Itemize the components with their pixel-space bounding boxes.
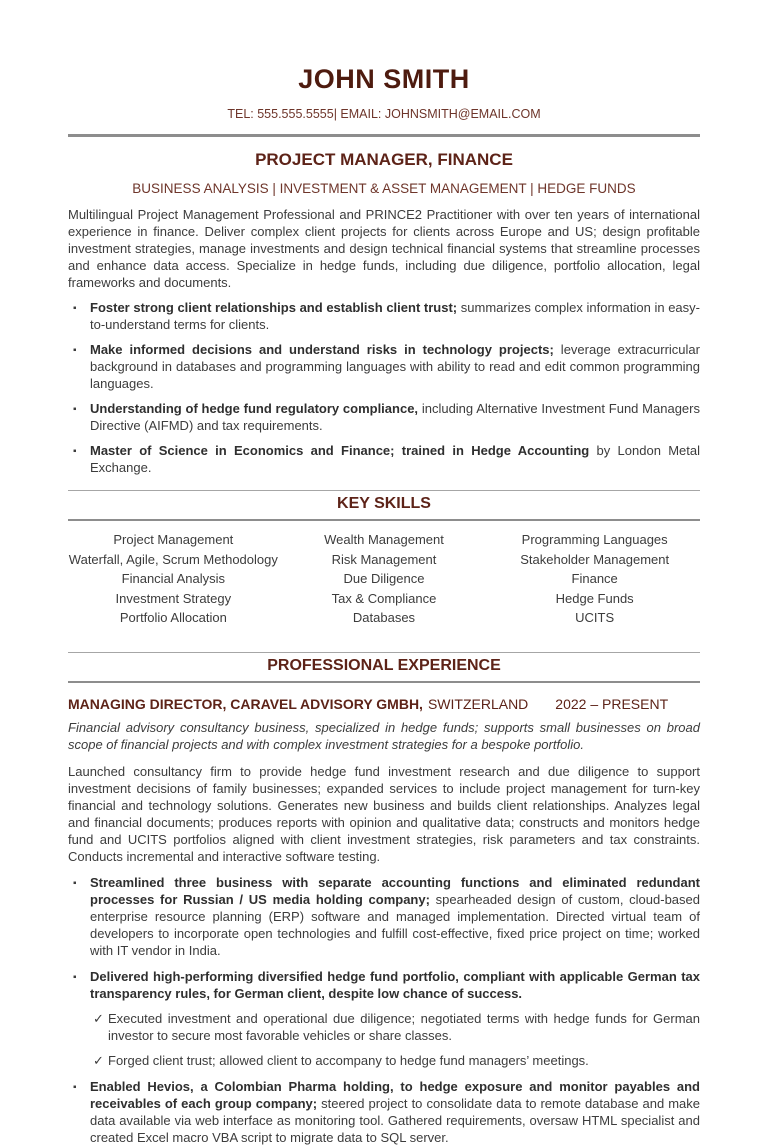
skill-item: Investment Strategy xyxy=(115,590,232,606)
skill-item: Due Diligence xyxy=(343,571,425,586)
specialties-line: BUSINESS ANALYSIS | INVESTMENT & ASSET MANAGEMENT | HEDGE FUNDS xyxy=(132,181,636,196)
square-bullet-icon: ▪ xyxy=(73,446,77,457)
bullet-body-text: spearheaded design of custom, cloud-based enterprise resource planning (ERP) software and managed implementation. Directed virtual team of developers to incorporate open technologies and fulfill cost-effective, fixed price project on time; worked with IT vendor in India. xyxy=(90,891,700,958)
skill-item: Risk Management xyxy=(331,551,437,567)
skills-column-3 xyxy=(489,530,700,628)
key-skills-heading-bar xyxy=(68,490,700,521)
bullet-body-text: including Alternative Investment Fund Managers Directive (AIFMD) and tax requirements. xyxy=(90,401,700,433)
skills-column-1 xyxy=(68,530,279,628)
experience-bullet xyxy=(68,1078,700,1146)
job-title: MANAGING DIRECTOR, CARAVEL ADVISORY GMBH, xyxy=(68,695,423,712)
skill-item: Portfolio Allocation xyxy=(119,610,227,625)
bullet-bold-lead: Make informed decisions and understand risks in technology projects; xyxy=(90,342,554,357)
experience-bullet-list xyxy=(68,874,700,1146)
check-bullet-text: Forged client trust; allowed client to accompany to hedge fund managers’ meetings. xyxy=(108,1052,589,1068)
check-icon: ✓ xyxy=(93,1052,104,1068)
summary-paragraph: Multilingual Project Management Professional and PRINCE2 Practitioner with over ten years of international experience in finance. Deliver complex client projects for clients across Europe and US; design profitable investment strategies, manage investments and design technical financial systems that streamline processes and enhance data access. Specialize in hedge funds, including due diligence, portfolio allocation, legal frameworks and documents. xyxy=(68,207,700,290)
candidate-name: JOHN SMITH xyxy=(298,64,470,94)
bullet-bold-lead: Understanding of hedge fund regulatory compliance, xyxy=(90,401,419,416)
company-description: Financial advisory consultancy business, specialized in hedge funds; supports small businesses on broad scope of financial projects and with complex investment strategies for a bespoke portfolio. xyxy=(68,719,700,752)
summary-bullet xyxy=(68,299,700,333)
bullet-bold-lead: Streamlined three business with separate accounting functions and eliminated redundant processes for Russian / US media holding company; xyxy=(90,874,700,907)
job-overview-paragraph: Launched consultancy firm to provide hedge fund investment research and due diligence to support investment decisions of family businesses; expanded services to include project management for turn-key financial and technology solutions. Generates new business and builds client relationships. Analyzes legal and financial documents; produces reports with opinion and qualitative data; constructs and monitors hedge fund and UCITS portfolios aligned with client investment strategies, risk parameters and tax constraints. Conducts incremental and interactive software testing. xyxy=(68,763,700,864)
bullet-bold-lead: Master of Science in Economics and Finance; trained in Hedge Accounting xyxy=(90,443,590,458)
contact-line: TEL: 555.555.5555| EMAIL: JOHNSMITH@EMAIL.COM xyxy=(227,107,541,121)
square-bullet-icon: ▪ xyxy=(73,404,77,415)
skill-item: Project Management xyxy=(113,532,234,547)
summary-bullet xyxy=(68,400,700,434)
summary-bullet xyxy=(68,341,700,392)
square-bullet-icon: ▪ xyxy=(73,971,77,983)
skill-item: Financial Analysis xyxy=(121,571,225,586)
bullet-body-text: steered project to consolidate data to remote database and make data available via web interface as monitoring tool. Gathered requirements, oversaw HTML specialist and created Excel macro VBA script to migrate data to SQL server. xyxy=(90,1095,700,1145)
bullet-body-text: summarizes complex information in easy-to-understand terms for clients. xyxy=(90,300,700,332)
skill-item: Hedge Funds xyxy=(555,590,634,606)
skill-item: Finance xyxy=(571,571,618,586)
square-bullet-icon: ▪ xyxy=(73,1081,77,1093)
job-location: SWITZERLAND xyxy=(427,695,529,712)
job-dates: 2022 – PRESENT xyxy=(555,695,669,712)
experience-heading: PROFESSIONAL EXPERIENCE xyxy=(267,656,501,674)
bullet-bold-lead: Enabled Hevios, a Colombian Pharma holding, to hedge exposure and monitor payables and receivables of each group company; xyxy=(90,1078,700,1111)
skill-item: Databases xyxy=(352,610,416,625)
check-bullet-text: Executed investment and operational due diligence; negotiated terms with hedge funds for German investor to secure most favorable vehicles or share classes. xyxy=(108,1010,700,1043)
skill-item: Tax & Compliance xyxy=(331,590,437,606)
bullet-bold-lead: Foster strong client relationships and establish client trust; xyxy=(90,300,458,315)
skill-item: UCITS xyxy=(575,610,615,625)
experience-check-bullet xyxy=(68,1010,700,1044)
experience-bullet xyxy=(68,968,700,1002)
check-icon: ✓ xyxy=(93,1010,104,1026)
summary-bullet-list xyxy=(68,299,700,476)
role-title: PROJECT MANAGER, FINANCE xyxy=(255,150,513,169)
skill-item: Wealth Management xyxy=(324,532,444,547)
experience-heading-bar xyxy=(68,652,700,683)
square-bullet-icon: ▪ xyxy=(73,877,77,889)
bullet-body-text: by London Metal Exchange. xyxy=(90,443,700,475)
experience-check-bullet xyxy=(68,1052,700,1069)
bullet-bold-lead: Delivered high-performing diversified hedge fund portfolio, compliant with applicable German tax transparency rules, for German client, despite low chance of success. xyxy=(90,968,700,1001)
summary-bullet xyxy=(68,442,700,476)
skills-column-2 xyxy=(279,530,490,628)
skill-item: Waterfall, Agile, Scrum Methodology xyxy=(68,551,278,567)
key-skills-heading: KEY SKILLS xyxy=(337,495,431,512)
header-divider xyxy=(68,134,700,137)
square-bullet-icon: ▪ xyxy=(73,345,77,356)
skill-item: Stakeholder Management xyxy=(520,551,670,567)
job-header xyxy=(68,696,700,712)
key-skills-grid xyxy=(68,521,700,638)
square-bullet-icon: ▪ xyxy=(73,303,77,314)
experience-bullet xyxy=(68,874,700,959)
bullet-body-text: leverage extracurricular background in databases and programming languages with ability to read and edit common programming languages. xyxy=(90,342,700,391)
skill-item: Programming Languages xyxy=(521,532,668,547)
